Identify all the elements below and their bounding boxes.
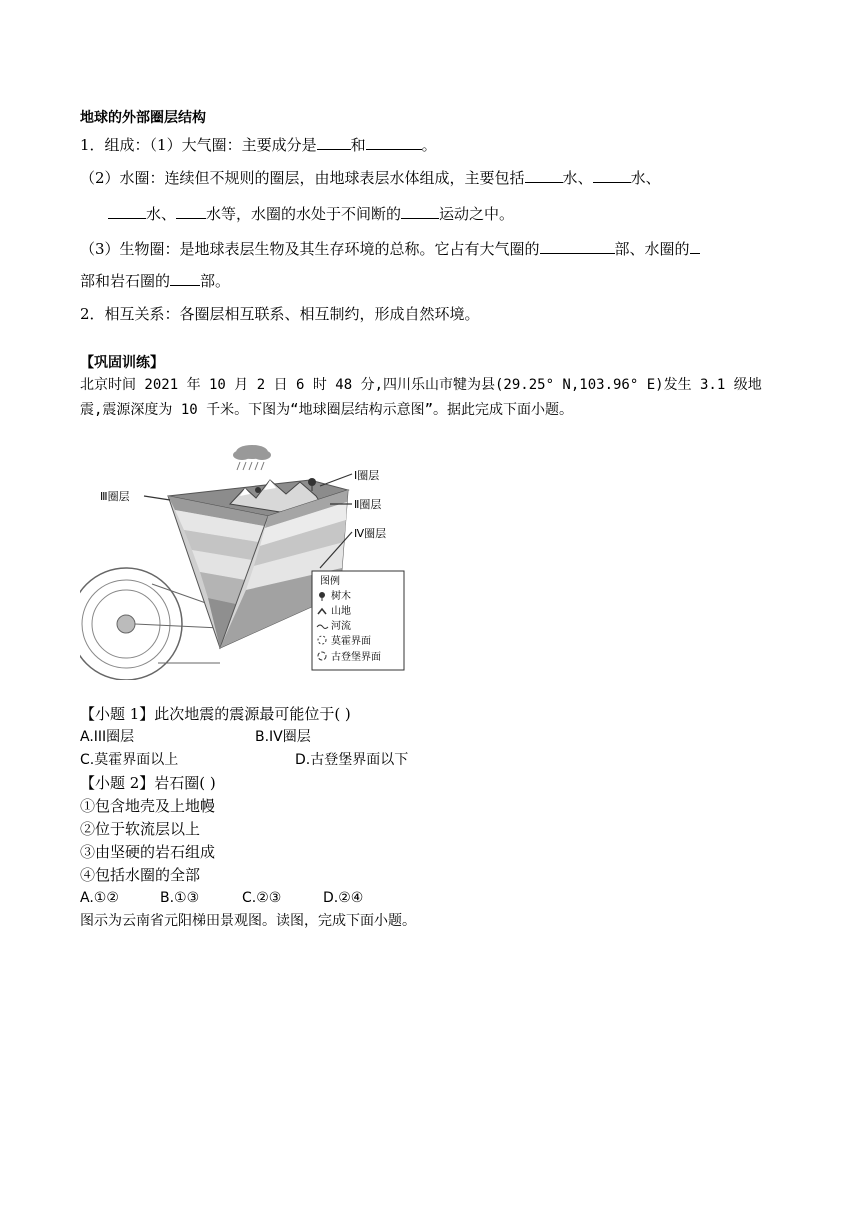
- section-title: 地球的外部圈层结构: [80, 110, 206, 126]
- item1-mid: 和: [350, 136, 366, 154]
- item2-sep-b: 、: [645, 169, 661, 187]
- blank-5: [108, 203, 146, 219]
- item2-line2-b: 水等，水圈的水处于不间断的: [206, 205, 402, 223]
- legend-gutenberg: 古登堡界面: [331, 652, 381, 663]
- blank-10: [170, 270, 200, 286]
- q2-option-a[interactable]: A.①②: [80, 890, 119, 906]
- blank-2: [366, 134, 422, 150]
- legend-title: 图例: [320, 576, 340, 587]
- blank-9: [690, 238, 700, 254]
- intro-line2: 震,震源深度为 10 千米。下图为“地球圈层结构示意图”。据此完成下面小题。: [80, 402, 573, 418]
- cloud-icon: [233, 445, 271, 470]
- item1-end: 。: [421, 136, 437, 154]
- closing-line: 图示为云南省元阳梯田景观图。读图，完成下面小题。: [80, 913, 416, 929]
- item-relationship: 2．相互关系：各圈层相互联系、相互制约，形成自然环境。: [80, 305, 480, 323]
- label-layer1: Ⅰ圈层: [354, 470, 380, 482]
- item2-water-a: 水: [562, 169, 578, 187]
- blank-6: [176, 203, 206, 219]
- item3-line1: （3）生物圈：是地球表层生物及其生存环境的总称。它占有大气圈的: [80, 240, 540, 258]
- q1-option-c[interactable]: C.莫霍界面以上: [80, 752, 179, 768]
- label-layer2: Ⅱ圈层: [354, 499, 382, 511]
- q2-stem: 【小题 2】岩石圈( ): [80, 774, 216, 792]
- intro-line1: 北京时间 2021 年 10 月 2 日 6 时 48 分,四川乐山市犍为县(29.25° N,103.96° E)发生 3.1 级地: [80, 377, 762, 393]
- q2-option-b[interactable]: B.①③: [160, 890, 200, 906]
- item-biosphere-line1: [80, 238, 700, 259]
- item1-prefix: 1．组成：（1）大气圈：主要成分是: [80, 136, 317, 154]
- legend-moho: 莫霍界面: [331, 636, 371, 647]
- q1-stem: 【小题 1】此次地震的震源最可能位于( ): [80, 705, 351, 723]
- item2-sep-a: 、: [577, 169, 593, 187]
- q2-option-d[interactable]: D.②④: [323, 890, 364, 906]
- q1-option-b[interactable]: B.IV圈层: [255, 729, 311, 745]
- item-hydrosphere-line1: [80, 167, 661, 188]
- q2-statement-3: ③由坚硬的岩石组成: [80, 843, 216, 861]
- item2-line1-prefix: （2）水圈：连续但不规则的圈层，由地球表层水体组成，主要包括: [80, 169, 525, 187]
- item2-line2-a: 水、: [146, 205, 177, 223]
- item3-line2-a: 部和岩石圈的: [80, 272, 171, 290]
- earth-layers-figure: [80, 438, 410, 680]
- legend-river: 河流: [331, 621, 351, 632]
- q2-statement-4: ④包括水圈的全部: [80, 866, 201, 884]
- q1-option-d[interactable]: D.古登堡界面以下: [295, 752, 409, 768]
- blank-1: [317, 134, 351, 150]
- label-layer3: Ⅲ圈层: [100, 491, 130, 503]
- item-biosphere-line2: [80, 270, 230, 291]
- item3-line2-b: 部。: [200, 272, 231, 290]
- q2-statement-2: ②位于软流层以上: [80, 820, 201, 838]
- q2-statement-1: ①包含地壳及上地幔: [80, 797, 216, 815]
- blank-8: [540, 238, 615, 254]
- practice-header: 【巩固训练】: [80, 355, 164, 371]
- item-composition: [80, 134, 437, 155]
- blank-7: [401, 203, 439, 219]
- pointer-layer1: [320, 474, 352, 486]
- q2-option-c[interactable]: C.②③: [242, 890, 282, 906]
- blank-4: [593, 167, 631, 183]
- legend: [312, 571, 404, 670]
- legend-tree: 树木: [331, 591, 351, 602]
- pointer-layer3: [144, 496, 170, 500]
- label-layer4: Ⅳ圈层: [354, 528, 387, 540]
- q1-option-a[interactable]: A.III圈层: [80, 729, 135, 745]
- item2-line2-c: 运动之中。: [439, 205, 515, 223]
- blank-3: [525, 167, 563, 183]
- item2-water-b: 水: [630, 169, 646, 187]
- item-hydrosphere-line2: [108, 203, 514, 224]
- item3-line1-b: 部、水圈的: [614, 240, 690, 258]
- legend-mountain: 山地: [331, 606, 351, 617]
